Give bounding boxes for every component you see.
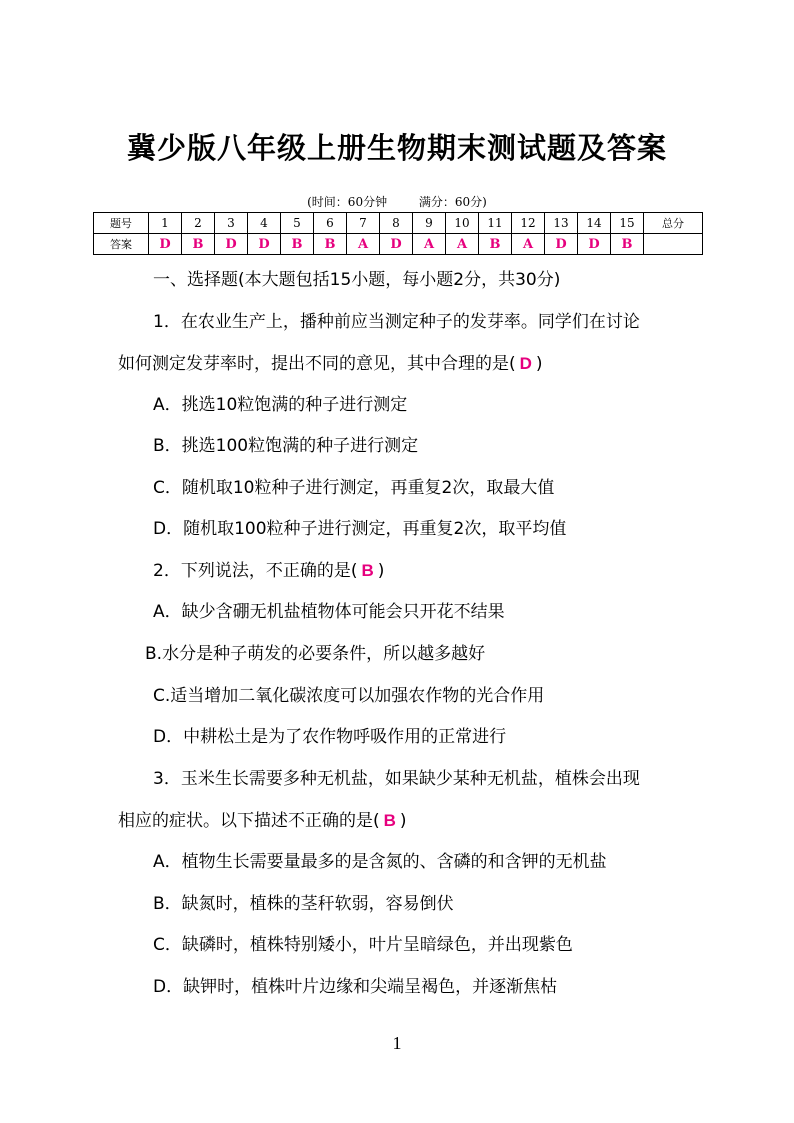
answer-cell: D xyxy=(248,234,281,255)
row-label: 答案 xyxy=(94,234,149,255)
row-label: 题号 xyxy=(94,213,149,234)
q2-stem-close: ) xyxy=(377,561,385,581)
q1-option-d: D．随机取100粒种子进行测定，再重复2次，取平均值 xyxy=(153,519,567,539)
q2-stem-text: 2．下列说法，不正确的是( xyxy=(153,561,358,581)
question-number: 13 xyxy=(545,213,578,234)
q3-stem-line2 xyxy=(118,806,407,831)
q3-stem-close: ) xyxy=(399,811,407,831)
answer-cell: B xyxy=(182,234,215,255)
question-number: 15 xyxy=(611,213,644,234)
q3-stem-line1: 3．玉米生长需要多种无机盐，如果缺少某种无机盐，植株会出现 xyxy=(153,769,640,789)
question-number: 9 xyxy=(413,213,446,234)
q1-option-b: B．挑选100粒饱满的种子进行测定 xyxy=(153,436,419,456)
question-number: 4 xyxy=(248,213,281,234)
question-number: 5 xyxy=(281,213,314,234)
q3-answer: B xyxy=(383,811,396,830)
page-number: 1 xyxy=(392,1033,402,1053)
question-number: 1 xyxy=(149,213,182,234)
answer-row xyxy=(94,234,703,255)
answer-cell: D xyxy=(215,234,248,255)
question-number: 8 xyxy=(380,213,413,234)
question-number: 7 xyxy=(347,213,380,234)
q2-option-b: B.水分是种子萌发的必要条件，所以越多越好 xyxy=(145,644,486,664)
total-value xyxy=(644,234,703,255)
answer-cell: A xyxy=(413,234,446,255)
answer-cell: D xyxy=(578,234,611,255)
q2-option-c: C.适当增加二氧化碳浓度可以加强农作物的光合作用 xyxy=(153,686,545,706)
q1-stem-line1: 1．在农业生产上，播种前应当测定种子的发芽率。同学们在讨论 xyxy=(153,312,640,332)
answer-cell: D xyxy=(380,234,413,255)
q3-stem-text: 相应的症状。以下描述不正确的是( xyxy=(118,811,380,831)
q1-stem-line2 xyxy=(118,349,543,374)
answer-cell: B xyxy=(611,234,644,255)
answer-cell: B xyxy=(314,234,347,255)
q1-option-c: C．随机取10粒种子进行测定，再重复2次，取最大值 xyxy=(153,478,555,498)
q2-option-a: A．缺少含硼无机盐植物体可能会只开花不结果 xyxy=(153,602,505,622)
question-number: 14 xyxy=(578,213,611,234)
q3-option-d: D．缺钾时，植株叶片边缘和尖端呈褐色，并逐渐焦枯 xyxy=(153,977,558,997)
q3-option-b: B．缺氮时，植株的茎秆软弱，容易倒伏 xyxy=(153,894,454,914)
answer-cell: D xyxy=(545,234,578,255)
question-number: 12 xyxy=(512,213,545,234)
answer-cell: D xyxy=(149,234,182,255)
q1-option-a: A．挑选10粒饱满的种子进行测定 xyxy=(153,395,408,415)
exam-score: 满分：60分) xyxy=(418,195,487,209)
q2-stem xyxy=(153,556,384,581)
question-number: 2 xyxy=(182,213,215,234)
question-number: 6 xyxy=(314,213,347,234)
question-number: 10 xyxy=(446,213,479,234)
answer-cell: B xyxy=(479,234,512,255)
q1-stem-text: 如何测定发芽率时，提出不同的意见，其中合理的是( xyxy=(118,354,516,374)
total-label: 总分 xyxy=(644,213,703,234)
question-number: 11 xyxy=(479,213,512,234)
answer-cell: A xyxy=(512,234,545,255)
answer-cell: B xyxy=(281,234,314,255)
q3-option-c: C．缺磷时，植株特别矮小，叶片呈暗绿色，并出现紫色 xyxy=(153,935,573,955)
answer-table xyxy=(93,212,703,255)
answer-cell: A xyxy=(446,234,479,255)
question-number-row xyxy=(94,213,703,234)
exam-meta xyxy=(0,193,794,210)
exam-time: (时间：60分钟 xyxy=(307,195,388,209)
q1-stem-close: ) xyxy=(535,354,543,374)
q3-option-a: A．植物生长需要量最多的是含氮的、含磷的和含钾的无机盐 xyxy=(153,852,607,872)
document-title: 冀少版八年级上册生物期末测试题及答案 xyxy=(126,131,667,165)
q2-option-d: D．中耕松土是为了农作物呼吸作用的正常进行 xyxy=(153,727,507,747)
section-title: 一、选择题(本大题包括15小题，每小题2分，共30分) xyxy=(153,270,561,290)
q2-answer: B xyxy=(361,561,374,580)
answer-cell: A xyxy=(347,234,380,255)
question-number: 3 xyxy=(215,213,248,234)
q1-answer: D xyxy=(519,354,532,373)
